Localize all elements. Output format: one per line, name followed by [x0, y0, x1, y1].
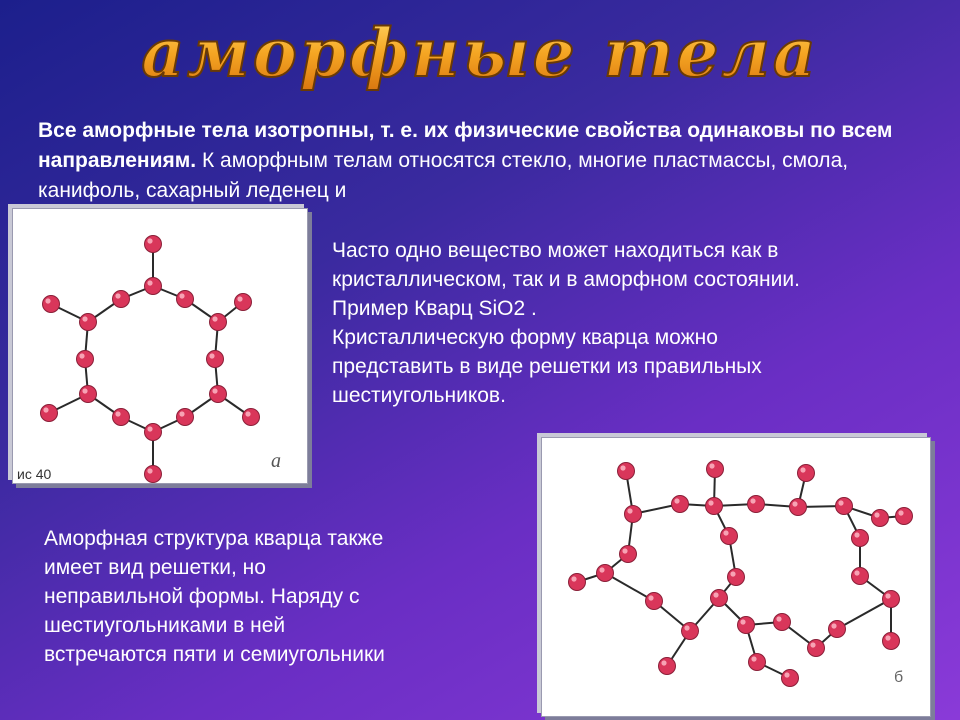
slide-title-text: аморфные тела	[141, 14, 819, 92]
atom-highlight	[245, 411, 250, 416]
atom-highlight	[709, 463, 714, 468]
crystalline-line-6: шестиугольников.	[332, 384, 506, 407]
atom-marker	[798, 465, 815, 482]
atom-marker	[41, 405, 58, 422]
atom-highlight	[831, 623, 836, 628]
atom-highlight	[792, 501, 797, 506]
atom-marker	[659, 658, 676, 675]
atom-highlight	[800, 467, 805, 472]
atom-highlight	[723, 530, 728, 535]
atom-marker	[883, 591, 900, 608]
atom-highlight	[147, 426, 152, 431]
amorphous-line-2: имеет вид решетки, но	[44, 556, 266, 579]
atom-highlight	[885, 593, 890, 598]
atom-highlight	[740, 619, 745, 624]
atom-marker	[748, 496, 765, 513]
intro-paragraph	[38, 116, 938, 206]
atom-marker	[80, 314, 97, 331]
atom-marker	[620, 546, 637, 563]
atom-highlight	[776, 616, 781, 621]
crystalline-line-4: Кристаллическую форму кварца можно	[332, 326, 718, 349]
atom-markers	[41, 236, 260, 483]
atom-marker	[646, 593, 663, 610]
atom-marker	[113, 291, 130, 308]
amorphous-line-3: неправильной формы. Наряду с	[44, 585, 360, 608]
atom-marker	[145, 424, 162, 441]
atom-marker	[721, 528, 738, 545]
amorphous-lattice-figure	[541, 437, 931, 717]
atom-marker	[883, 633, 900, 650]
atom-marker	[210, 386, 227, 403]
intro-regular-text: К аморфным телам относятся стекло, многие пластмассы, смола, канифоль, сахарный леденец и	[38, 149, 849, 202]
amorphous-lattice-diagram	[542, 438, 930, 716]
atom-marker	[569, 574, 586, 591]
atom-marker	[625, 506, 642, 523]
atom-marker	[210, 314, 227, 331]
atom-highlight	[115, 293, 120, 298]
atom-highlight	[661, 660, 666, 665]
atom-marker	[707, 461, 724, 478]
atom-highlight	[750, 498, 755, 503]
atom-marker	[597, 565, 614, 582]
crystalline-lattice-figure	[12, 208, 308, 484]
atom-marker	[728, 569, 745, 586]
atom-highlight	[212, 316, 217, 321]
atom-marker	[738, 617, 755, 634]
atom-highlight	[622, 548, 627, 553]
atom-highlight	[212, 388, 217, 393]
atom-highlight	[82, 388, 87, 393]
atom-highlight	[854, 532, 859, 537]
figure-a-letter: a	[271, 450, 281, 472]
atom-marker	[207, 351, 224, 368]
atom-highlight	[784, 672, 789, 677]
atom-highlight	[885, 635, 890, 640]
atom-highlight	[147, 468, 152, 473]
atom-marker	[852, 568, 869, 585]
crystalline-line-2: кристаллическом, так и в аморфном состоянии.	[332, 268, 800, 291]
atom-highlight	[730, 571, 735, 576]
atom-marker	[808, 640, 825, 657]
amorphous-line-5: встречаются пяти и семиугольники	[44, 643, 385, 666]
atom-marker	[782, 670, 799, 687]
atom-highlight	[599, 567, 604, 572]
crystalline-line-1: Часто одно вещество может находиться как в	[332, 239, 779, 262]
atom-marker	[618, 463, 635, 480]
atom-highlight	[179, 293, 184, 298]
crystalline-lattice-diagram	[13, 209, 307, 483]
atom-marker	[177, 291, 194, 308]
atom-highlight	[838, 500, 843, 505]
atom-marker	[80, 386, 97, 403]
atom-marker	[706, 498, 723, 515]
atom-marker	[235, 294, 252, 311]
amorphous-paragraph	[44, 524, 524, 669]
atom-highlight	[147, 238, 152, 243]
atom-marker	[852, 530, 869, 547]
atom-highlight	[79, 353, 84, 358]
crystalline-line-5: представить в виде решетки из правильных	[332, 355, 762, 378]
atom-highlight	[713, 592, 718, 597]
atom-highlight	[684, 625, 689, 630]
atom-highlight	[898, 510, 903, 515]
atom-markers	[569, 461, 913, 687]
amorphous-line-1: Аморфная структура кварца также	[44, 527, 384, 550]
atom-marker	[682, 623, 699, 640]
atom-marker	[836, 498, 853, 515]
atom-highlight	[237, 296, 242, 301]
atom-highlight	[147, 280, 152, 285]
amorphous-line-4: шестиугольниками в ней	[44, 614, 286, 637]
atom-highlight	[751, 656, 756, 661]
figure-b-letter: б	[894, 669, 904, 686]
atom-marker	[145, 278, 162, 295]
atom-marker	[711, 590, 728, 607]
atom-marker	[672, 496, 689, 513]
atom-marker	[896, 508, 913, 525]
atom-highlight	[115, 411, 120, 416]
atom-marker	[77, 351, 94, 368]
atom-marker	[177, 409, 194, 426]
crystalline-line-3: Пример Кварц SiO2 .	[332, 297, 537, 320]
figure-a-caption: ис 40	[17, 466, 52, 482]
atom-marker	[145, 236, 162, 253]
intro-bold-text: Все аморфные тела изотропны, т. е. их физические свойства одинаковы по всем направлениям.	[38, 119, 893, 172]
atom-marker	[43, 296, 60, 313]
atom-marker	[774, 614, 791, 631]
atom-highlight	[627, 508, 632, 513]
bond-line	[837, 599, 891, 629]
atom-highlight	[854, 570, 859, 575]
atom-marker	[790, 499, 807, 516]
atom-marker	[145, 466, 162, 483]
atom-highlight	[708, 500, 713, 505]
atom-highlight	[209, 353, 214, 358]
atom-highlight	[571, 576, 576, 581]
atom-highlight	[45, 298, 50, 303]
slide-title-graphic	[130, 12, 830, 92]
atom-highlight	[620, 465, 625, 470]
atom-marker	[872, 510, 889, 527]
atom-marker	[113, 409, 130, 426]
slide-title	[0, 12, 960, 92]
atom-marker	[243, 409, 260, 426]
atom-highlight	[674, 498, 679, 503]
atom-highlight	[648, 595, 653, 600]
atom-highlight	[179, 411, 184, 416]
crystalline-paragraph	[332, 236, 952, 410]
atom-highlight	[82, 316, 87, 321]
atom-highlight	[874, 512, 879, 517]
atom-marker	[829, 621, 846, 638]
atom-marker	[749, 654, 766, 671]
atom-highlight	[43, 407, 48, 412]
atom-highlight	[810, 642, 815, 647]
